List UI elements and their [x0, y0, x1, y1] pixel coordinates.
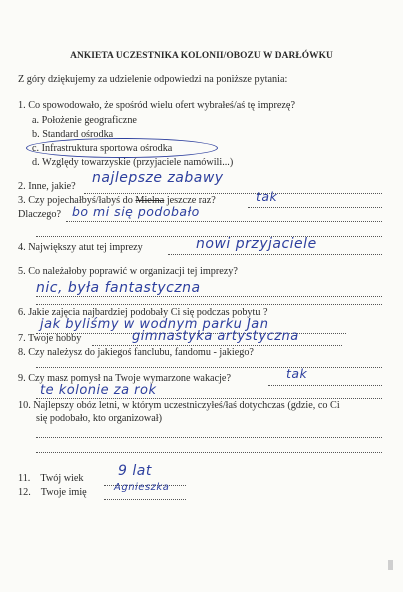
q2-handwritten-answer: najlepsze zabawy [92, 170, 224, 186]
q3-why-handwritten-answer: bo mi się podobało [72, 204, 200, 219]
q5-handwritten-answer: nic, była fantastyczna [36, 280, 201, 296]
q9-handwritten-answer: te kolonie za rok [40, 383, 157, 398]
q11-label: 11. Twój wiek [18, 473, 84, 484]
q7-handwritten-answer: gimnastyka artystyczna [132, 329, 299, 344]
q6-handwritten-answer: jak byliśmy w wodnym parku Jan [40, 317, 269, 332]
q12-handwritten-answer: Agnieszka [114, 482, 170, 493]
q5-dotted-line-1 [36, 296, 382, 297]
q8-label: 8. Czy należysz do jakiegoś fanclubu, fandomu - jakiego? [18, 347, 254, 358]
q3-why-dotted-line [66, 221, 382, 222]
q9-handwritten-yes: tak [286, 366, 308, 381]
q10-dotted-line-2 [36, 452, 382, 453]
q8-dotted-line [36, 367, 382, 368]
q3-handwritten-yes: tak [256, 189, 278, 204]
q1-option-d: d. Względy towarzyskie (przyjaciele namówili...) [32, 157, 234, 168]
q12-label: 12. Twoje imię [18, 487, 87, 498]
q3-label-struck: Mielna [135, 195, 165, 206]
intro-text: Z góry dziękujemy za udzielenie odpowiedzi na poniższe pytania: [18, 74, 288, 85]
q1-option-b: b. Standard ośrodka [32, 129, 114, 140]
q7-label: 7. Twoje hobby [18, 333, 82, 344]
q4-label: 4. Największy atut tej imprezy [18, 242, 143, 253]
q5-dotted-line-2 [36, 304, 382, 305]
q10-line-2: się podobało, kto organizował) [36, 413, 162, 424]
q4-handwritten-answer: nowi przyjaciele [196, 236, 317, 252]
scan-speck [388, 560, 393, 570]
q1-option-a: a. Położenie geograficzne [32, 115, 137, 126]
q10-dotted-line-1 [36, 437, 382, 438]
q1-option-c: c. Infrastruktura sportowa ośrodka [32, 143, 173, 154]
q4-dotted-line [168, 254, 382, 255]
q3-label-pre: 3. Czy pojechałbyś/łabyś do [18, 195, 133, 206]
q3-dotted-line [248, 207, 382, 208]
q3-why-label: Dlaczego? [18, 209, 61, 220]
q1-question: 1. Co spowodowało, że spośród wielu ofert wybrałeś/aś tę imprezę? [18, 100, 295, 111]
q9-dotted-line [268, 385, 382, 386]
selected-option-circle [26, 138, 218, 158]
q11-handwritten-answer: 9 lat [118, 463, 152, 479]
q9-extra-dotted-line [36, 398, 382, 399]
q12-dotted-line [104, 499, 186, 500]
form-title: ANKIETA UCZESTNIKA KOLONII/OBOZU W DARŁÓWKU [70, 51, 333, 61]
q2-label: 2. Inne, jakie? [18, 181, 76, 192]
q2-dotted-line [84, 193, 382, 194]
q3-label-post: jeszcze raz? [166, 195, 216, 206]
q10-line-1: 10. Najlepszy obóz letni, w którym uczestniczyłeś/łaś dotychczas (gdzie, co Ci [18, 400, 340, 411]
q5-label: 5. Co należałoby poprawić w organizacji tej imprezy? [18, 266, 238, 277]
q7-dotted-line [92, 345, 342, 346]
q6-label: 6. Jakie zajęcia najbardziej podobały Ci się podczas pobytu ? [18, 307, 268, 318]
q9-label: 9. Czy masz pomysł na Twoje wymarzone wakacje? [18, 373, 231, 384]
